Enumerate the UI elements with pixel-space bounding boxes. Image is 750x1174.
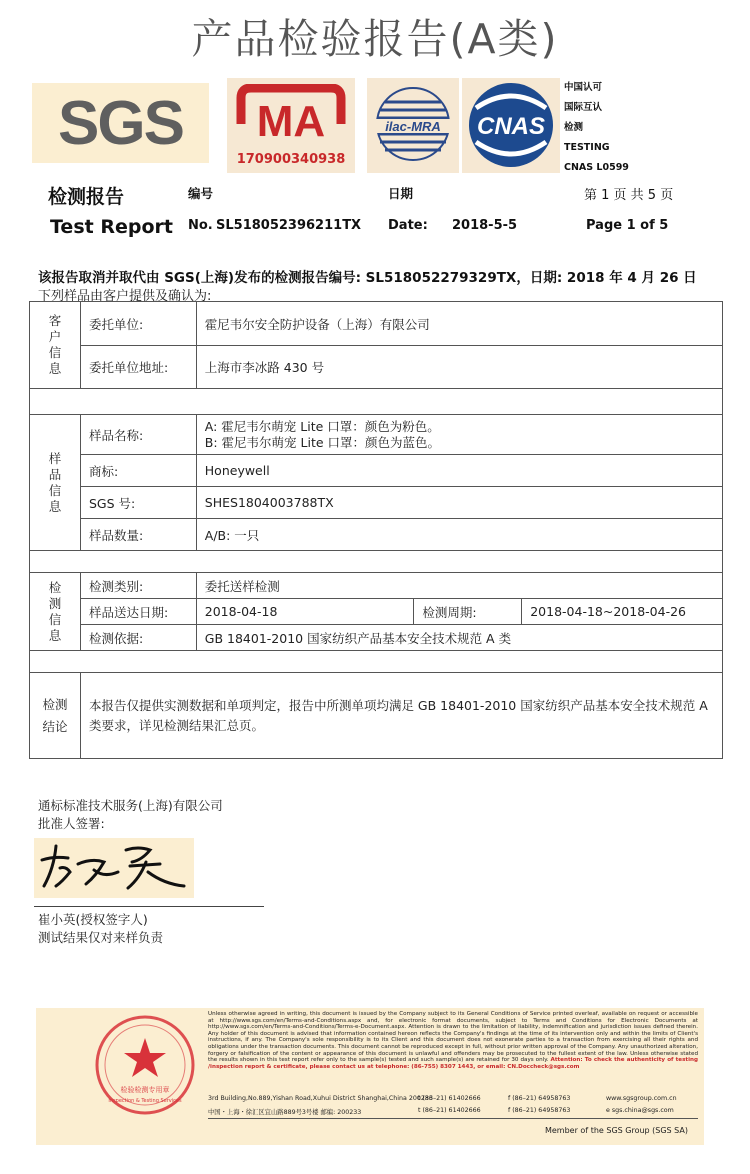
brand-value: Honeywell [196, 455, 722, 487]
phone-cn: t (86–21) 61402666 [418, 1107, 481, 1114]
table-row [30, 599, 723, 625]
stamp-en-text: Inspection & Testing Services [108, 1098, 182, 1104]
footer-rule [208, 1118, 698, 1119]
cnas-line: 中国认可 [564, 82, 603, 93]
ilac-text: ilac-MRA [385, 119, 441, 134]
address-en: 3rd Building,No.889,Yishan Road,Xuhui District Shanghai,China 200233 [208, 1095, 433, 1102]
legal-text: Unless otherwise agreed in writing, this document is issued by the Company subject to its General Conditions of Service printed overleaf, available on request or accessible at http://www.sgs.com/en/Terms-and-Conditions.aspx and, for electronic format documents, subject to Terms and Conditions for Electronic Documents at http://www.sgs.com/en/Terms-and-Conditions/Terms-e-Document.aspx. Attention is drawn to the limitation of liability, indemnification and jurisdiction issues defined therein. Any holder of this document is advised that information contained hereon reflects the Company's findings at the time of its intervention only and within the limits of Client's instructions, if any. The Company's sole responsibility is to its Client and this document does not exonerate parties to a transaction from exercising all their rights and obligations under the transaction documents. This document cannot be reproduced except in full, without prior written approval of the Company. Any unauthorized alteration, forgery or falsification of the content or appearance of this document is unlawful and offenders may be prosecuted to the fullest extent of the law. Unless otherwise stated the results shown in this test report refer only to the sample(s) tested and such sample(s) are retained for 30 days only. [208, 1011, 698, 1064]
table-row [30, 625, 723, 651]
sample-name-label: 样品名称: [80, 415, 196, 455]
sgs-logo-text: SGS [58, 88, 183, 158]
report-title-en: Test Report [50, 216, 173, 238]
authenticity-notice: Attention: To check the authenticity of testing /inspection report & certificate, please contact us at telephone: (86-755) 8307 1443, or email: CN.Doccheck@sgs.com [208, 1057, 698, 1070]
test-type-value: 委托送样检测 [196, 573, 722, 599]
sgs-number-value: SHES1804003788TX [196, 487, 722, 519]
date-label-en: Date: [388, 218, 428, 233]
table-row [30, 302, 723, 346]
sgs-footer [36, 1008, 704, 1145]
sample-name-values [196, 415, 722, 455]
test-basis-label: 检测依据: [80, 625, 196, 651]
cnas-accreditation-text [560, 78, 630, 178]
handwritten-signature [34, 838, 194, 898]
table-row [30, 415, 723, 455]
report-info-table [29, 301, 723, 759]
conclusion-text: 本报告仅提供实测数据和单项判定，报告中所测单项均满足 GB 18401-2010 国家纺织产品基本安全技术规范 A 类要求，详见检测结果汇总页。 [80, 673, 722, 759]
cnas-logo [462, 78, 560, 173]
number-label-cn: 编号 [188, 186, 214, 201]
issuing-organization: 通标标准技术服务(上海)有限公司 [38, 798, 223, 813]
signature-icon [34, 838, 194, 898]
fax-en: f (86–21) 64958763 [508, 1095, 571, 1102]
table-row [30, 519, 723, 551]
sample-provided-notice: 下列样品由客户提供及确认为: [38, 289, 212, 304]
cnas-line: TESTING [564, 142, 610, 153]
received-date-label: 样品送达日期: [80, 599, 196, 625]
ilac-globe-icon [367, 78, 459, 173]
cma-number: 170900340938 [236, 152, 346, 167]
table-spacer-row [30, 651, 723, 673]
ilac-mra-logo [367, 78, 459, 173]
cma-mark-icon [235, 84, 347, 144]
stamp-center-text: 检验检测专用章 [120, 1086, 170, 1094]
table-row [30, 487, 723, 519]
website: www.sgsgroup.com.cn [606, 1095, 677, 1102]
table-row [30, 346, 723, 389]
approver-label: 批准人签署: [38, 816, 105, 831]
phone-en: t (86–21) 61402666 [418, 1095, 481, 1102]
test-period-label: 检测周期: [414, 599, 522, 625]
page-count-en: Page 1 of 5 [586, 218, 669, 233]
fax-cn: f (86–21) 64958763 [508, 1107, 571, 1114]
legal-disclaimer [208, 1011, 698, 1070]
applicant-value: 霍尼韦尔安全防护设备（上海）有限公司 [196, 302, 722, 346]
table-row [30, 673, 723, 759]
signature-rule [34, 906, 264, 907]
brand-label: 商标: [80, 455, 196, 487]
date-label-cn: 日期 [388, 186, 414, 201]
address-value: 上海市李冰路 430 号 [196, 346, 722, 389]
cma-logo [227, 78, 355, 173]
cnas-line: CNAS L0599 [564, 162, 629, 173]
page-count-cn: 第 1 页 共 5 页 [584, 188, 674, 203]
replacement-notice: 该报告取消并取代由 SGS(上海)发布的检测报告编号: SL518052279329TX，日期: 2018 年 4 月 26 日 [38, 270, 697, 286]
received-date-value: 2018-04-18 [196, 599, 414, 625]
sgs-number-label: SGS 号: [80, 487, 196, 519]
table-spacer-row [30, 551, 723, 573]
sample-name-b: B: 霍尼韦尔萌宠 Lite 口罩：颜色为蓝色。 [204, 434, 441, 450]
address-label: 委托单位地址: [80, 346, 196, 389]
test-basis-value: GB 18401-2010 国家纺织产品基本安全技术规范 A 类 [196, 625, 722, 651]
responsibility-statement: 测试结果仅对来样负责 [38, 930, 164, 945]
sample-quantity-value: A/B: 一只 [196, 519, 722, 551]
email: e sgs.china@sgs.com [606, 1107, 674, 1114]
signer-name: 崔小英(授权签字人) [38, 912, 148, 927]
address-cn: 中国・上海・徐汇区宜山路889号3号楼 邮编: 200233 [208, 1109, 362, 1116]
cnas-line: 检测 [564, 122, 584, 133]
cnas-text: CNAS [476, 113, 546, 140]
number-label-en: No. [188, 218, 213, 233]
svg-text:MA: MA [256, 97, 326, 144]
applicant-label: 委托单位: [80, 302, 196, 346]
page-title: 产品检验报告(A类) [191, 15, 559, 63]
table-row [30, 455, 723, 487]
report-date: 2018-5-5 [452, 218, 518, 233]
table-row [30, 573, 723, 599]
sgs-group-membership: Member of the SGS Group (SGS SA) [544, 1126, 688, 1135]
cnas-globe-icon [462, 78, 560, 173]
sample-group-label: 样品信息 [30, 415, 81, 551]
cnas-line: 国际互认 [564, 102, 603, 113]
report-title-cn: 检测报告 [48, 186, 125, 208]
sample-quantity-label: 样品数量: [80, 519, 196, 551]
certification-logos [32, 78, 718, 178]
test-period-value: 2018-04-18~2018-04-26 [522, 599, 723, 625]
official-seal-stamp [90, 1010, 200, 1120]
report-number: SL518052396211TX [216, 218, 362, 233]
client-group-label: 客户信息 [30, 302, 81, 389]
sample-name-a: A: 霍尼韦尔萌宠 Lite 口罩：颜色为粉色。 [204, 418, 440, 434]
table-spacer-row [30, 389, 723, 415]
test-type-label: 检测类别: [80, 573, 196, 599]
testing-group-label: 检测信息 [30, 573, 81, 651]
conclusion-group-label: 检测结论 [30, 673, 81, 759]
sgs-logo [32, 83, 209, 163]
